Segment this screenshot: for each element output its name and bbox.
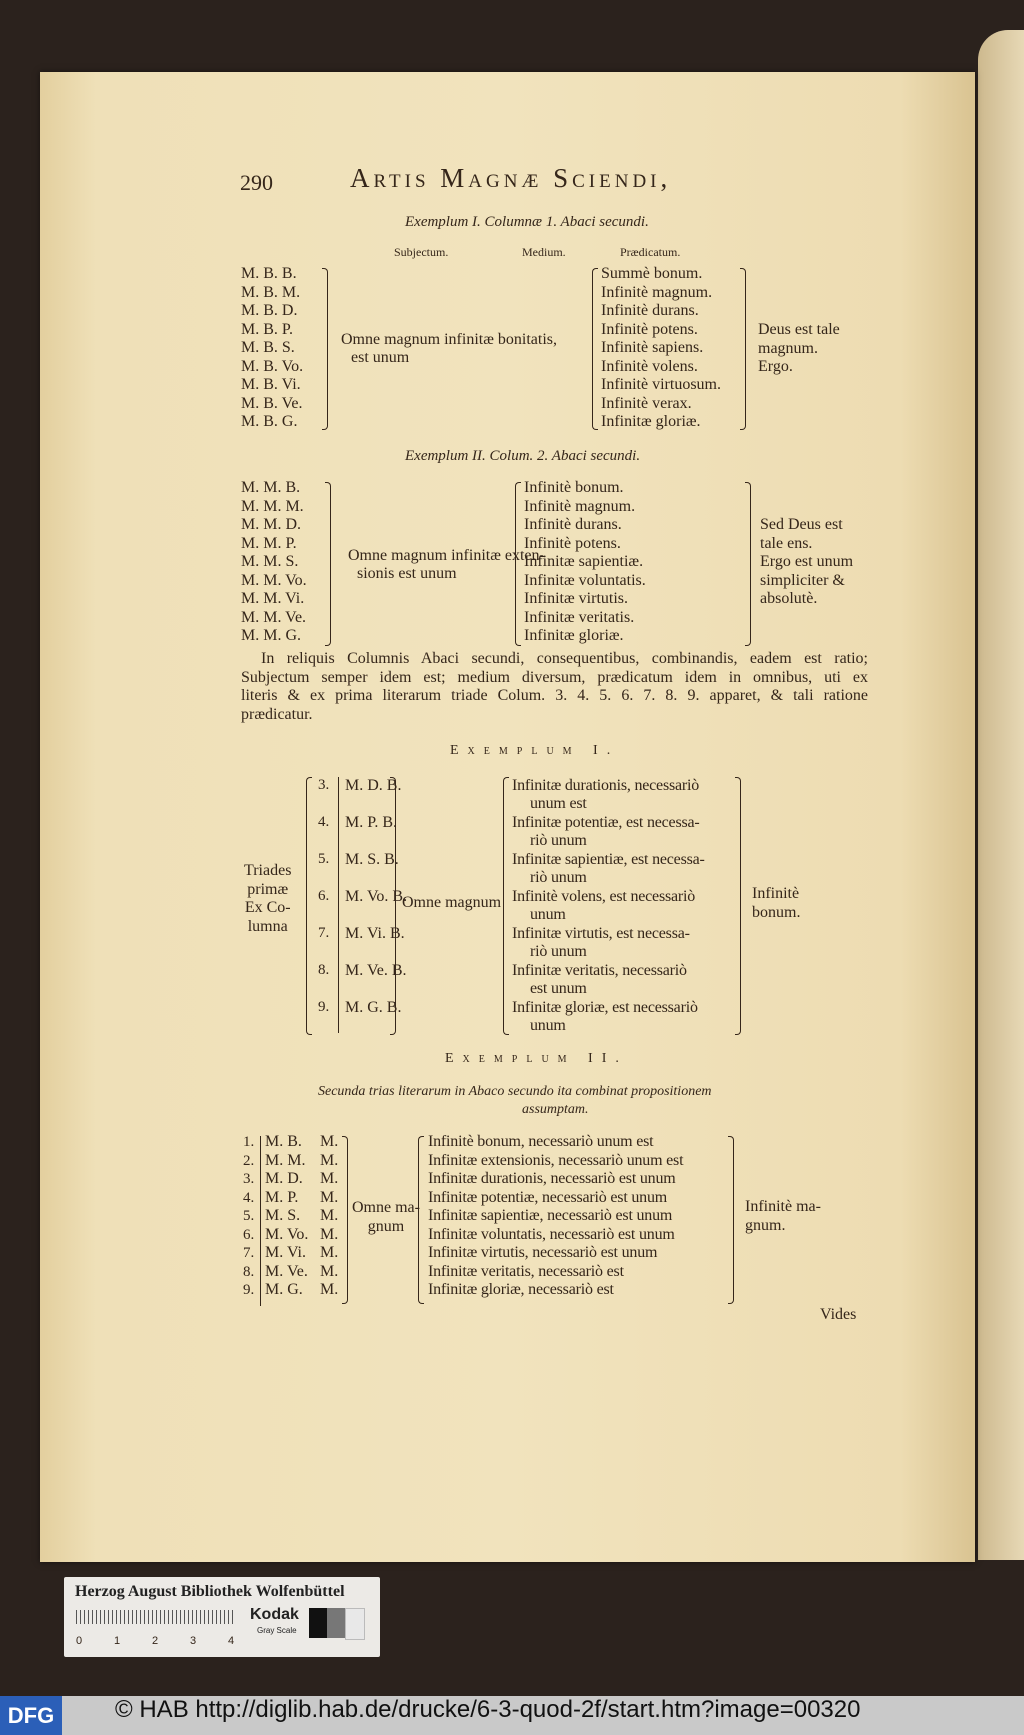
example2-medium-line2: sionis est unum xyxy=(357,565,457,582)
facing-page-edge xyxy=(978,30,1024,1560)
row-number: 3. xyxy=(243,1171,255,1187)
predicate-item: Infinitæ virtutis. xyxy=(524,590,628,607)
conclusion-line: gnum. xyxy=(745,1216,786,1234)
ruler xyxy=(76,1610,234,1624)
predicate-item: Infinitè durans. xyxy=(601,302,699,319)
predicate-continuation: riò unum xyxy=(530,869,587,886)
ruler-tick-label: 2 xyxy=(152,1635,159,1647)
subject-item: M. B. Vo. xyxy=(241,357,304,375)
row-number: 5. xyxy=(243,1208,255,1224)
example4-intro-line2: assumptam. xyxy=(522,1102,589,1117)
row-number: 5. xyxy=(318,851,330,867)
page-number: 290 xyxy=(240,170,273,195)
triad-item: M. P. xyxy=(265,1188,299,1206)
medium-line: gnum xyxy=(367,1217,405,1235)
predicate-item: Infinitæ sapientiæ. xyxy=(524,553,644,570)
header-medium: Medium. xyxy=(522,245,566,259)
conclusion-line: absolutè. xyxy=(760,590,818,607)
example2-conclusion xyxy=(760,516,853,609)
triad-item: M. S. B. xyxy=(345,851,399,868)
predicate-item: Infinitè bonum. xyxy=(524,479,624,496)
example1-conclusion xyxy=(758,321,840,377)
example4-medium xyxy=(352,1199,420,1236)
ruler-tick-label: 0 xyxy=(76,1635,83,1647)
subject-item: M. B. Ve. xyxy=(241,394,303,412)
side-label-line: primæ xyxy=(247,880,289,898)
third-letter: M. xyxy=(320,1207,339,1224)
conclusion-line: Infinitè xyxy=(752,885,800,902)
row-number: 3. xyxy=(318,777,330,793)
conclusion-line: Ergo. xyxy=(758,358,793,375)
subject-item: M. M. Vi. xyxy=(241,590,305,607)
conclusion-line: Deus est tale xyxy=(758,321,840,338)
gray-patch-mid xyxy=(327,1608,345,1638)
divider xyxy=(338,777,339,1033)
running-title: Artis Magnæ Sciendi, xyxy=(350,163,672,193)
header-subjectum: Subjectum. xyxy=(394,245,449,259)
credit-link[interactable]: © HAB http://diglib.hab.de/drucke/6-3-quod-2f/start.htm?image=00320 xyxy=(115,1696,861,1723)
predicate-line: Infinitæ gloriæ, est necessariò xyxy=(512,999,698,1016)
third-letter: M. xyxy=(320,1151,339,1169)
subject-item: M. B. Vi. xyxy=(241,376,301,393)
example2-caption: Exemplum II. Colum. 2. Abaci secundi. xyxy=(405,448,641,464)
brace xyxy=(418,1136,424,1304)
third-letter: M. xyxy=(320,1170,339,1187)
brace xyxy=(515,482,521,646)
predicate-continuation: riò unum xyxy=(530,832,587,849)
subject-item: M. M. G. xyxy=(241,627,302,644)
row-number: 6. xyxy=(243,1226,255,1243)
predicate-item: Infinitè verax. xyxy=(601,394,692,412)
predicate-continuation: unum est xyxy=(530,795,587,812)
row-number: 6. xyxy=(318,888,330,904)
example4-intro-line1: Secunda trias literarum in Abaco secundo ita combinat propositionem xyxy=(318,1084,712,1099)
row-number: 9. xyxy=(318,999,330,1015)
medium-line: Omne ma- xyxy=(352,1199,420,1216)
bracket xyxy=(342,1136,348,1304)
predicate-item: Summè bonum. xyxy=(601,265,703,282)
triad-item: M. P. B. xyxy=(345,814,398,831)
predicate-item: Infinitæ veritatis. xyxy=(524,608,635,626)
footer-bar xyxy=(0,1696,1024,1735)
predicate-item: Infinitè potens. xyxy=(601,320,698,338)
predicate-line: Infinitæ potentiæ, est necessa- xyxy=(512,814,700,831)
subject-item: M. M. S. xyxy=(241,553,299,570)
row-number: 8. xyxy=(243,1263,255,1280)
triad-item: M. G. xyxy=(265,1281,303,1298)
conclusion-line: Infinitè ma- xyxy=(745,1198,821,1215)
predicate-item: Infinitæ gloriæ. xyxy=(601,413,701,430)
triad-item: M. Vi. B. xyxy=(345,925,405,942)
header-praedicatum: Prædicatum. xyxy=(620,245,681,259)
subject-item: M. M. D. xyxy=(241,516,302,533)
ruler-tick-label: 3 xyxy=(190,1635,197,1647)
predicate-item: Infinitæ potentiæ, necessariò est unum xyxy=(428,1188,668,1206)
example4-predicates xyxy=(428,1133,683,1300)
example4-third-letters xyxy=(320,1133,338,1300)
example1-subjects xyxy=(241,265,303,432)
subject-item: M. M. B. xyxy=(241,479,301,496)
row-number: 9. xyxy=(243,1282,255,1298)
predicate-item: Infinitæ veritatis, necessariò est xyxy=(428,1262,624,1280)
brace xyxy=(503,777,509,1035)
row-number: 4. xyxy=(318,814,330,830)
third-letter: M. xyxy=(320,1281,339,1298)
triad-item: M. Ve. xyxy=(265,1262,308,1280)
ruler-tick-label: 1 xyxy=(114,1635,121,1647)
brace xyxy=(592,268,598,430)
predicate-item: Infinitæ voluntatis. xyxy=(524,571,646,589)
divider xyxy=(260,1136,261,1306)
example3-conclusion xyxy=(752,885,800,922)
row-number: 4. xyxy=(243,1189,255,1206)
example4-numbers xyxy=(243,1133,254,1300)
row-number: 1. xyxy=(243,1134,255,1150)
predicate-item: Infinitè magnum. xyxy=(524,497,636,515)
subject-item: M. B. S. xyxy=(241,339,295,356)
predicate-item: Infinitè volens. xyxy=(601,357,698,375)
predicate-item: Infinitæ voluntatis, necessariò est unum xyxy=(428,1225,675,1243)
subject-item: M. B. B. xyxy=(241,265,297,282)
triad-item: M. M. xyxy=(265,1151,306,1169)
predicate-continuation: unum xyxy=(530,1017,566,1034)
predicate-line: Infinitæ sapientiæ, est necessa- xyxy=(512,851,705,868)
triad-item: M. B. xyxy=(265,1133,302,1150)
subject-item: M. B. D. xyxy=(241,302,298,319)
catchword: Vides xyxy=(820,1306,857,1323)
predicate-line: Infinitè volens, est necessariò xyxy=(512,888,696,905)
example2-predicates xyxy=(524,479,646,646)
conclusion-line: Sed Deus est xyxy=(760,516,843,533)
paragraph-line: In reliquis Columnis Abaci secundi, consequentibus, combinandis, eadem est ratio; xyxy=(261,650,868,667)
subject-item: M. B. P. xyxy=(241,320,294,338)
third-letter: M. xyxy=(320,1244,339,1261)
triades-label xyxy=(244,862,291,936)
gray-patch-black xyxy=(309,1608,327,1638)
side-label-line: lumna xyxy=(247,917,288,935)
bracket xyxy=(740,268,746,430)
bracket xyxy=(735,777,741,1035)
triad-item: M. G. B. xyxy=(345,999,402,1016)
example2-subjects xyxy=(241,479,307,646)
subject-item: M. B. G. xyxy=(241,413,298,430)
conclusion-line: tale ens. xyxy=(760,534,813,552)
triad-item: M. Vi. xyxy=(265,1244,306,1261)
predicate-line: Infinitæ durationis, necessariò xyxy=(512,777,700,794)
side-label-line: Ex Co- xyxy=(244,899,291,916)
predicate-continuation: riò unum xyxy=(530,943,587,960)
bracket xyxy=(745,482,751,646)
brace xyxy=(306,777,312,1035)
triad-item: M. D. xyxy=(265,1170,303,1187)
conclusion-line: Ergo est unum xyxy=(760,553,854,570)
subject-item: M. B. M. xyxy=(241,283,301,301)
paragraph-line: prædicatur. xyxy=(241,705,313,723)
predicate-line: Infinitæ veritatis, necessariò xyxy=(512,962,687,979)
third-letter: M. xyxy=(320,1225,339,1243)
example1-medium-line2: est unum xyxy=(351,349,410,366)
row-number: 7. xyxy=(243,1245,255,1261)
third-letter: M. xyxy=(320,1188,339,1206)
predicate-item: Infinitæ virtutis, necessariò est unum xyxy=(428,1244,658,1261)
predicate-item: Infinitæ gloriæ. xyxy=(524,627,624,644)
predicate-continuation: est unum xyxy=(530,980,587,997)
predicate-item: Infinitæ sapientiæ, necessariò est unum xyxy=(428,1207,673,1224)
example2-medium-line1: Omne magnum infinitæ exten- xyxy=(348,547,545,564)
row-number: 2. xyxy=(243,1152,255,1169)
subject-item: M. M. P. xyxy=(241,534,297,552)
body-paragraph xyxy=(241,650,868,724)
third-letter: M. xyxy=(320,1133,339,1150)
kodak-brand: Kodak xyxy=(250,1606,299,1623)
example4-triads xyxy=(265,1133,308,1300)
row-number: 7. xyxy=(318,925,330,941)
conclusion-line: simpliciter & xyxy=(760,571,845,589)
bracket xyxy=(728,1136,734,1304)
predicate-item: Infinitè bonum, necessariò unum est xyxy=(428,1133,654,1150)
paragraph-line: Subjectum semper idem est; medium diversum, prædicatum idem in omnibus, uti ex xyxy=(241,668,868,686)
example3-heading: Exemplum I. xyxy=(450,743,620,758)
bracket xyxy=(322,268,328,430)
predicate-item: Infinitè sapiens. xyxy=(601,339,704,356)
example1-medium-line1: Omne magnum infinitæ bonitatis, xyxy=(341,331,557,348)
triad-item: M. D. B. xyxy=(345,777,402,794)
predicate-item: Infinitè potens. xyxy=(524,534,621,552)
side-label-line: Triades xyxy=(244,862,292,879)
library-scan-label xyxy=(64,1577,380,1657)
triad-item: M. Vo. B. xyxy=(345,888,408,905)
predicate-item: Infinitæ gloriæ, necessariò est xyxy=(428,1281,614,1298)
dfg-logo: DFG xyxy=(0,1696,62,1735)
example3-medium: Omne magnum xyxy=(402,894,502,911)
predicate-item: Infinitæ extensionis, necessariò unum est xyxy=(428,1151,684,1169)
subject-item: M. M. Ve. xyxy=(241,608,307,626)
example1-caption: Exemplum I. Columnæ 1. Abaci secundi. xyxy=(405,214,649,230)
paragraph-line: literis & ex prima literarum triade Colum. 3. 4. 5. 6. 7. 8. 9. apparet, & tali ratione xyxy=(241,687,868,704)
subject-item: M. M. Vo. xyxy=(241,571,307,589)
conclusion-line: bonum. xyxy=(752,903,801,921)
predicate-line: Infinitæ virtutis, est necessa- xyxy=(512,925,690,942)
library-name: Herzog August Bibliothek Wolfenbüttel xyxy=(75,1583,345,1600)
triad-item: M. Ve. B. xyxy=(345,962,407,979)
predicate-item: Infinitè virtuosum. xyxy=(601,376,721,393)
predicate-continuation: unum xyxy=(530,906,566,923)
row-number: 8. xyxy=(318,962,330,978)
gray-patch-white xyxy=(345,1608,365,1640)
predicate-item: Infinitæ durationis, necessariò est unum xyxy=(428,1170,676,1187)
triad-item: M. Vo. xyxy=(265,1225,309,1243)
subject-item: M. M. M. xyxy=(241,497,304,515)
example4-heading: Exemplum II. xyxy=(445,1051,628,1066)
example4-conclusion xyxy=(745,1198,821,1235)
bracket xyxy=(325,482,331,646)
predicate-item: Infinitè durans. xyxy=(524,516,622,533)
conclusion-line: magnum. xyxy=(758,339,818,357)
ruler-tick-label: 4 xyxy=(228,1635,235,1647)
predicate-item: Infinitè magnum. xyxy=(601,283,713,301)
triad-item: M. S. xyxy=(265,1207,301,1224)
third-letter: M. xyxy=(320,1262,339,1280)
example1-predicates xyxy=(601,265,721,432)
kodak-subtitle: Gray Scale xyxy=(257,1626,297,1635)
